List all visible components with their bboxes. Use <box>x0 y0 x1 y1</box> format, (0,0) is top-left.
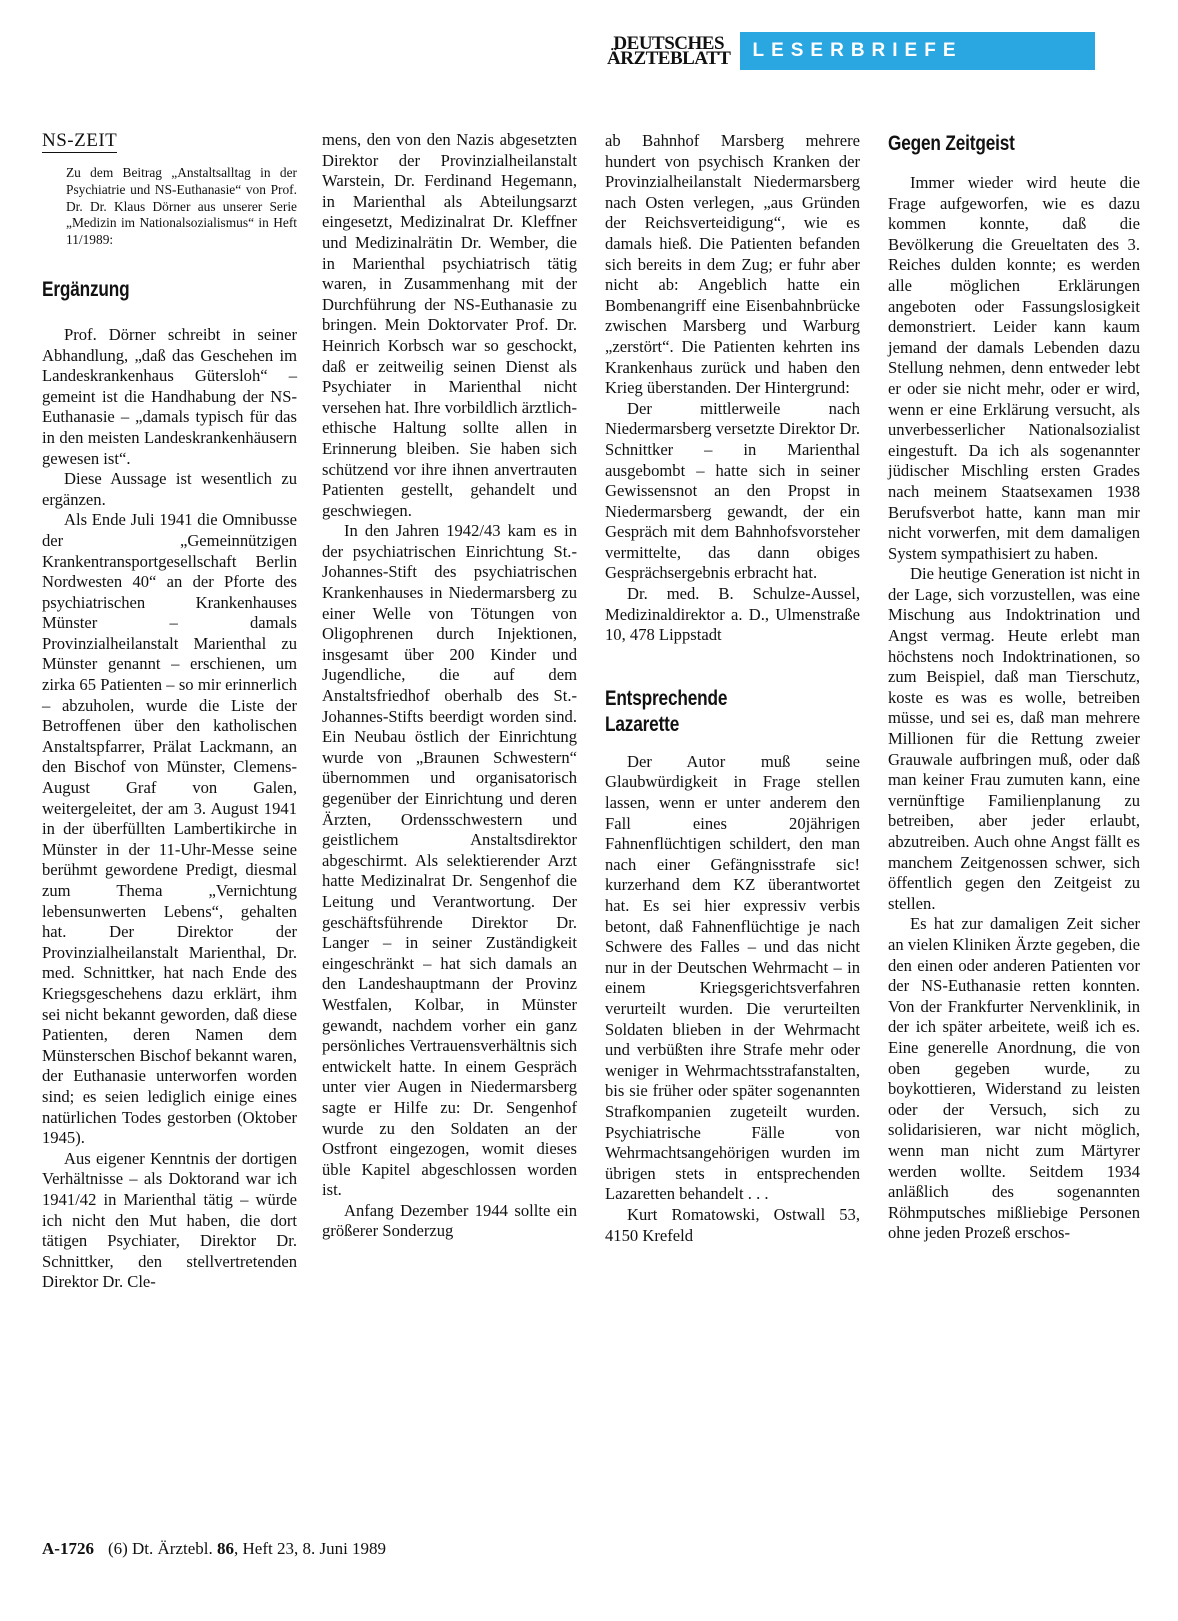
section-banner: LESERBRIEFE <box>740 32 1095 70</box>
column-4 <box>888 131 1140 1244</box>
footer-journal: (6) Dt. Ärztebl. <box>107 1539 213 1558</box>
journal-logo <box>607 33 731 69</box>
column-1 <box>42 130 297 1293</box>
letter-heading-zeitgeist: Gegen Zeitgeist <box>888 132 1015 155</box>
heading-line: Entsprechende <box>605 686 728 710</box>
footer-volume: 86 <box>217 1539 235 1558</box>
paragraph: mens, den von den Nazis abgesetzten Direktor der Provinzialheilanstalt Warstein, Dr. Ferdinand Hegemann, in Marienthal als Abteilungsarzt eingesetzt, Medizinalrat Dr. Kleffner und Medizinalrätin Dr. Wember, die in Marienthal psychiatrisch tätig waren, in Zusammenhang mit der Durchführung der NS-Euthanasie zu bringen. Mein Doktorvater Prof. Dr. Heinrich Korbsch war so geschockt, daß er zeitweilig seinen Dienst als Psychiater in Marienthal nicht versehen hat. Ihre vorbildlich ärztlich-ethische Haltung sollte allen in Erinnerung bleiben. Sie haben sich schützend vor ihre ihnen anvertrauten Patienten gestellt, gehandelt und geschwiegen. <box>322 130 577 520</box>
footer-issue: , Heft 23, 8. Juni 1989 <box>234 1539 387 1558</box>
letter-heading-ergaenzung: Ergänzung <box>42 277 130 301</box>
masthead <box>607 32 1095 70</box>
paragraph: Es hat zur damaligen Zeit sicher an vielen Kliniken Ärzte gegeben, die den einen oder anderen Patienten vor der NS-Euthanasie retten konnten. Von der Frankfurter Nervenklinik, in der ich später arbeitete, weiß ich es. Eine generelle Anordnung, die von oben gegeben wurde, zu boykottieren, Widerstand zu leisten oder der Versuch, sich zu solidarisieren, war nicht möglich, wenn man nicht zum Märtyrer werden wollte. Seitdem 1934 anläßlich des sogenannten Röhmputsches mißliebige Personen ohne jeden Prozeß erschos- <box>888 914 1140 1243</box>
paragraph: Die heutige Generation ist nicht in der Lage, sich vorzustellen, was eine Mischung aus Indoktrination und Angst vermag. Heute erlebt man höchstens noch Indoktrinationen, so zum Beispiel, daß man Tierschutz, koste es was es wolle, betreiben müsse, und sei es, daß man mehrere Millionen für die Rettung zweier Grauwale aufbringen muß, oder daß man keiner Frau zumuten kann, eine vernünftige Familienplanung zu betreiben, aber jeder erlaubt, abzutreiben. Auch ohne Angst fällt es manchem Zeitgenossen schwer, sich öffentlich gegen den Zeitgeist zu stellen. <box>888 564 1140 913</box>
letter-signature: Kurt Romatowski, Ostwall 53, 4150 Krefeld <box>605 1204 860 1245</box>
paragraph: Der mittlerweile nach Niedermarsberg versetzte Direktor Dr. Schnittker – in Marienthal ausgebombt – hatte sich in seiner Gewissensnot an den Propst in Niedermarsberg gewandt, der ein Gespräch mit dem Bahnhofsvorsteher vermittelte, das dann obiges Gesprächsergebnis erbracht hat. <box>605 398 860 583</box>
letter-heading-lazarette <box>605 686 814 738</box>
logo-line-2: ÄRZTEBLATT <box>607 48 731 69</box>
paragraph: In den Jahren 1942/43 kam es in der psychiatrischen Einrichtung St.-Johannes-Stift des psychiatrischen Krankenhauses in Niedermarsberg zu einer Welle von Tötungen von Oligophrenen durch Injektionen, insgesamt über 200 Kinder und Jugendliche, die auf dem Anstaltsfriedhof oberhalb des St.-Johannes-Stifts beerdigt worden sind. Ein Neubau östlich der Einrichtung wurde von „Braunen Schwestern“ übernommen und organisatorisch gegenüber der Einrichtung und deren Ärzten, Ordensschwestern und geistlichem Anstaltsdirektor abgeschirmt. Als selektierender Arzt hatte Medizinalrat Dr. Sengenhof die Leitung und Verantwortung. Der geschäftsführende Direktor Dr. Langer – in seiner Zuständigkeit eingeschränkt – hat sich damals an den Landeshauptmann der Provinz Westfalen, Kolbar, in Münster gewandt, nachdem vorher ein ganz persönliches Vertrauensverhältnis sich entwickelt hatte. In einem Gespräch unter vier Augen in Niedermarsberg sagte er Hilfe zu: Dr. Sengenhof wurde zu den Soldaten an der Ostfront eingezogen, womit dieses üble Kapitel abgeschlossen worden ist. <box>322 521 577 1200</box>
paragraph: Immer wieder wird heute die Frage aufgeworfen, wie es dazu kommen konnte, daß die Bevölkerung die Greueltaten des 3. Reiches dulden konnte; es werden alle möglichen Erklärungen angeboten oder Fassungslosigkeit demonstriert. Leider kann kaum jemand der damals Lebenden dazu Stellung nehmen, denn entweder lebt er oder sie nicht mehr, oder er wird, wenn er eine Erklärung versucht, als unverbesserlicher Nationalsozialist eingestuft. Da ich als sogenannter jüdischer Mischling ersten Grades nach meinem Staatsexamen 1938 Berufsverbot hatte, kann man mir nicht vorwerfen, mit dem damaligen System sympathisiert zu haben. <box>888 173 1140 563</box>
column-3 <box>605 131 860 1246</box>
intro-note: Zu dem Beitrag „Anstaltsalltag in der Psychiatrie und NS-Euthanasie“ von Prof. Dr. Dr. Klaus Dörner aus unserer Serie „Medizin im Nationalsozialismus“ in Heft 11/1989: <box>66 165 297 248</box>
heading-line: Lazarette <box>605 712 680 736</box>
rubric-title: NS-ZEIT <box>42 130 118 151</box>
paragraph: Als Ende Juli 1941 die Omnibusse der „Gemeinnützigen Krankentransportgesellschaft Berlin Nordwesten 40“ an der Pforte des psychiatrischen Krankenhauses Münster – damals Provinzialheilanstalt Marienthal zu Münster genannt – erschienen, um zirka 65 Patienten – so mir erinnerlich – abzuholen, wurde die Liste der Betroffenen über den katholischen Anstaltspfarrer, Prälat Lackmann, an den Bischof von Münster, Clemens-August Graf von Galen, weitergeleitet, der am 3. August 1941 in der überfüllten Lambertikirche in Münster in der 11-Uhr-Messe seine berühmt gewordene Predigt, diesmal zum Thema „Vernichtung lebensunwerten Lebens“, gehalten hat. Der Direktor der Provinzialheilanstalt Marienthal, Dr. med. Schnittker, hat nach Ende des Kriegsgeschehens dazu erklärt, ihm sei nicht bekannt geworden, daß diese Patienten, deren Namen dem Münsterschen Bischof bekannt waren, der Euthanasie unterworfen worden sind; es seien lediglich einige eines natürlichen Todes gestorben (Oktober 1945). <box>42 510 297 1148</box>
paragraph: ab Bahnhof Marsberg mehrere hundert von psychisch Kranken der Provinzialheilanstalt Niedermarsberg nach Osten verlegen, „aus Gründen der Reichsverteidigung“, wie es damals hieß. Die Patienten befanden sich bereits in dem Zug; er fuhr aber nicht ab: Angeblich hatte ein Bombenangriff eine Eisenbahnbrücke zwischen Marsberg und Warburg „zerstört“. Die Patienten kehrten ins Krankenhaus zurück und haben den Krieg überstanden. Der Hintergrund: <box>605 131 860 398</box>
paragraph: Diese Aussage ist wesentlich zu ergänzen. <box>42 469 297 509</box>
paragraph: Prof. Dörner schreibt in seiner Abhandlung, „daß das Geschehen im Landeskrankenhaus Gütersloh“ – gemeint ist die Handhabung der NS-Euthanasie – „damals typisch für das in den meisten Landeskrankenhäusern gewesen ist“. <box>42 324 297 468</box>
paragraph: Anfang Dezember 1944 sollte ein größerer Sonderzug <box>322 1200 577 1241</box>
column-2 <box>322 130 577 1242</box>
logo-line-1: DEUTSCHES <box>613 33 725 54</box>
page-number: A-1726 <box>42 1539 94 1558</box>
paragraph: Aus eigener Kenntnis der dortigen Verhältnisse – als Doktorand war ich 1941/42 in Marienthal tätig – würde ich nicht den Mut haben, die dort tätigen Psychiater, Direktor Dr. Schnittker, den stellvertretenden Direktor Dr. Cle- <box>42 1148 297 1292</box>
paragraph: Der Autor muß seine Glaubwürdigkeit in Frage stellen lassen, wenn er unter anderem den Fall eines 20jährigen Fahnenflüchtigen schildert, den man nach einer Gefängnisstrafe sic! kurzerhand dem KZ überantwortet hat. Es sei hier expressiv verbis betont, daß Fahnenflüchtige je nach Schwere des Falles – und das nicht nur in der Deutschen Wehrmacht – in einem Kriegsgerichtsverfahren verurteilt wurden. Die verurteilten Soldaten blieben in der Wehrmacht und verbüßten ihre Strafe mehr oder weniger in Wehrmachtsstrafanstalten, bis sie früher oder später sogenannten Strafkompanien zugeteilt wurden. Psychiatrische Fälle von Wehrmachtsangehörigen wurden im übrigen stets in entsprechenden Lazaretten behandelt . . . <box>605 751 860 1204</box>
letter-signature: Dr. med. B. Schulze-Aussel, Medizinaldirektor a. D., Ulmenstraße 10, 478 Lippstadt <box>605 584 860 645</box>
page-footer <box>42 1539 386 1559</box>
